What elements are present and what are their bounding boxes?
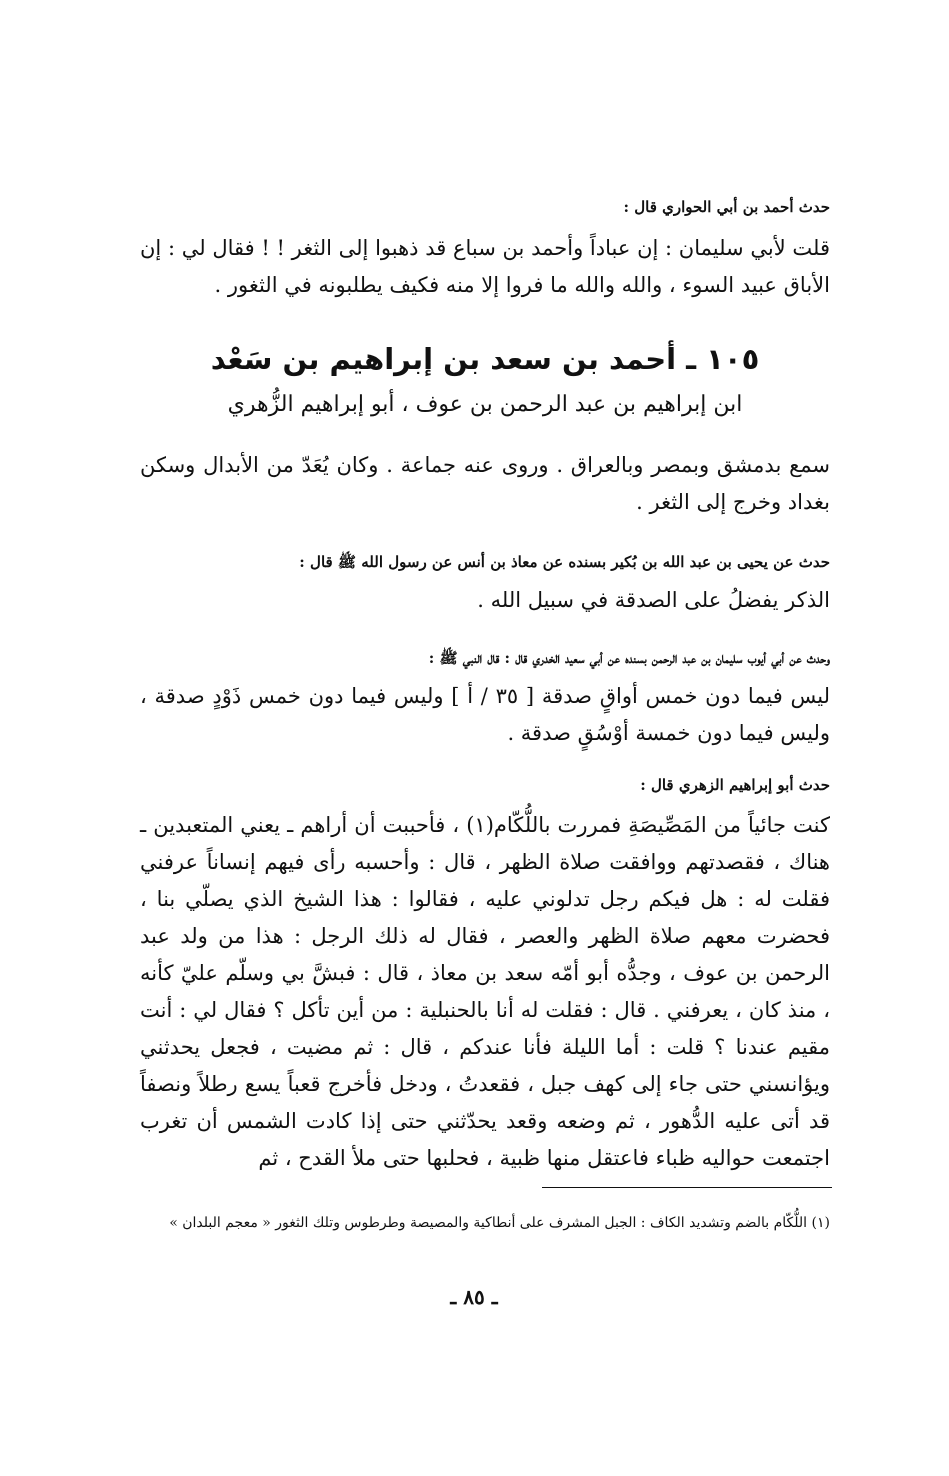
story-paragraph: كنت جائياً من المَصِّيصَةِ فمررت باللُّكّام(١) ، فأحببت أن أراهم ـ يعني المتعبدين ـ هناك ، فقصدتهم ووافقت صلاة الظهر ، قال : وأحسبه رأى فيهم إنساناً عرفني فقلت له : هل فيكم رجل تدلوني عليه ، فقالوا : هذا الشيخ الذي يصلّي بنا ، فحضرت معهم صلاة الظهر والعصر ، فقال له ذلك الرجل : هذا من ولد عبد الرحمن بن عوف ، وجدُّه أبو أمّه سعد بن معاذ ، قال : فبشَّ بي وسلّم عليّ كأنه ، منذ كان ، يعرفني . قال : فقلت له أنا بالحنبلية : من أين تأكل ؟ فقال لي : أنت مقيم عندنا ؟ قلت : أما الليلة فأنا عندكم ، قال : ثم مضيت ، فجعل يحدثني ويؤانسني حتى جاء إلى كهف جبل ، فقعدتُ ، ودخل فأخرج قعباً يسع رطلاً ونصفاً قد أتى عليه الدُّهور ، ثم وضعه وقعد يحدّثني حتى إذا كادت الشمس أن تغرب اجتمعت حواليه ظباء فاعتقل منها ظبية ، فحلبها حتى ملأ القدح ، ثم — [140, 813, 830, 1170]
intro-isnad: حدث أحمد بن أبي الحواري قال : — [623, 198, 830, 216]
page-number: ـ ٨٥ ـ — [450, 1285, 498, 1309]
hadith-1-text: الذكر يفضلُ على الصدقة في سبيل الله . — [477, 588, 830, 612]
story-isnad: حدث أبو إبراهيم الزهري قال : — [640, 776, 830, 794]
intro-paragraph: قلت لأبي سليمان : إن عباداً وأحمد بن سباع قد ذهبوا إلى الثغر ! ! فقال لي : إن الأباق عبيد السوء ، والله والله ما فروا إلا منه فكيف يطلبونه في الثغور . — [140, 236, 830, 297]
entry-heading: ١٠٥ ـ أحمد بن سعد بن إبراهيم بن سَعْد — [210, 342, 760, 376]
hadith-2-text: ليس فيما دون خمس أواقٍ صدقة [ ٣٥ / أ ] وليس فيما دون خمس ذَوْدٍ صدقة ، وليس فيما دون خمسة أوْسُقٍ صدقة . — [140, 684, 830, 745]
entry-bio: سمع بدمشق وبمصر وبالعراق . وروى عنه جماعة . وكان يُعَدّ من الأبدال وسكن بغداد وخرج إلى الثغر . — [140, 453, 830, 514]
hadith-1-isnad: حدث عن يحيى بن عبد الله بن بُكير بسنده عن معاذ بن أنس عن رسول الله ﷺ قال : — [299, 553, 830, 571]
hadith-2-isnad: وحدث عن أبي أيوب سليمان بن عبد الرحمن بسنده عن أبي سعيد الخدري قال : قال النبي ﷺ : — [428, 649, 830, 667]
footnote-divider — [542, 1187, 832, 1188]
entry-subheading: ابن إبراهيم بن عبد الرحمن بن عوف ، أبو إبراهيم الزُّهري — [227, 392, 743, 417]
footnote: (١) اللُّكّام بالضم وتشديد الكاف : الجبل المشرف على أنطاكية والمصيصة وطرطوس وتلك الثغور « معجم البلدان » — [169, 1215, 830, 1231]
